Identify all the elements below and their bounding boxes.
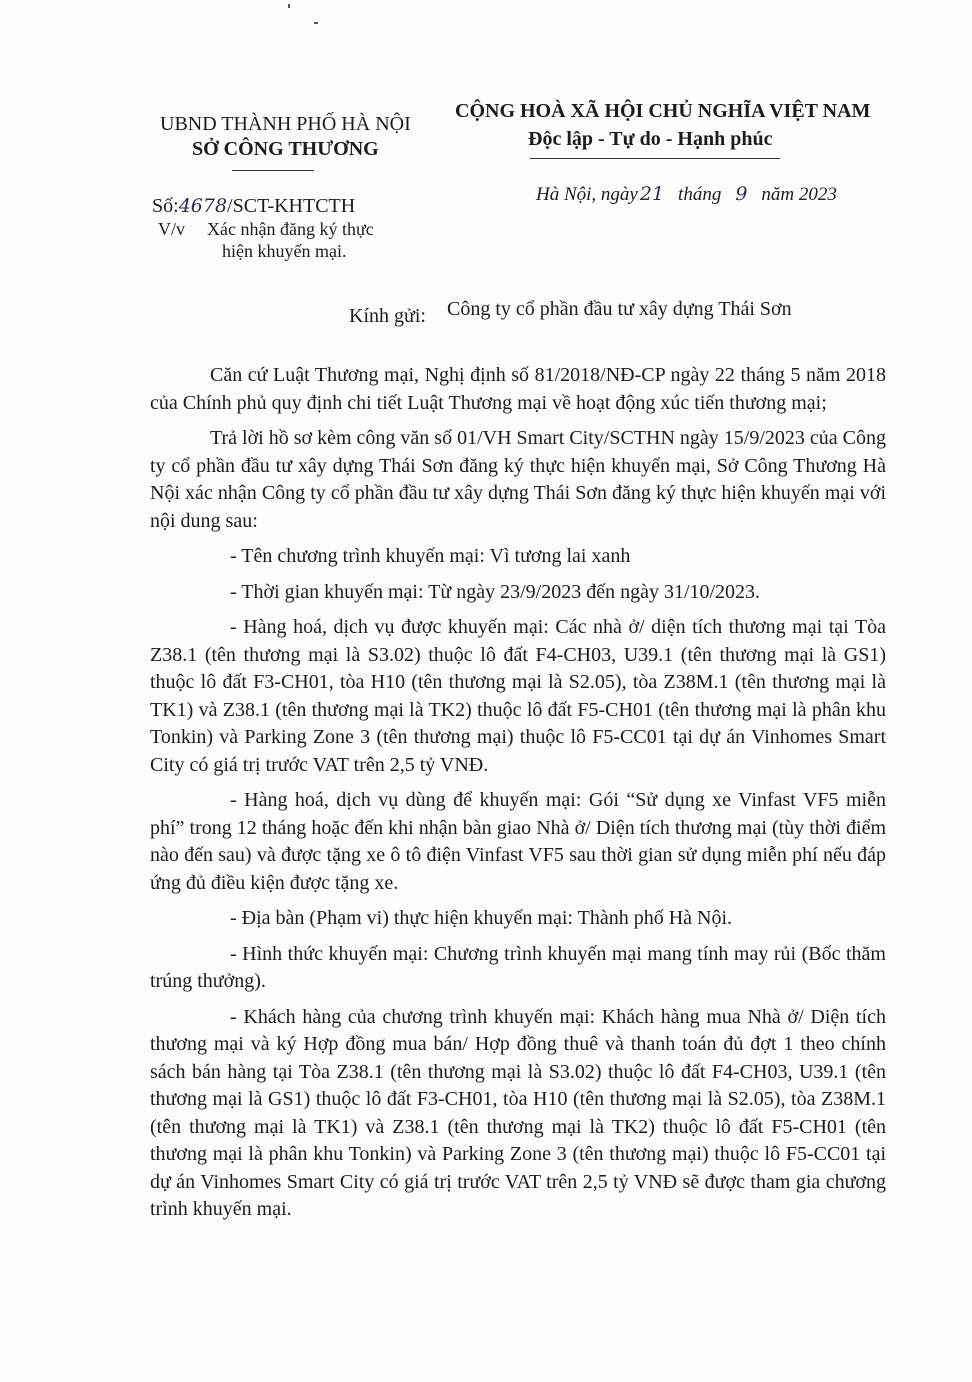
item-promotion-time: - Thời gian khuyến mại: Từ ngày 23/9/2023 đến ngày 31/10/2023. [230, 580, 761, 603]
date-place: Hà Nội, ngày [536, 184, 638, 205]
scan-speck [314, 22, 318, 24]
scan-speck [288, 4, 290, 8]
paragraph-confirmation: Trả lời hồ sơ kèm công văn số 01/VH Smart City/SCTHN ngày 15/9/2023 của Công ty cổ phần đầu tư xây dựng Thái Sơn đăng ký thực hiện khuyến mại, Sở Công Thương Hà Nội xác nhận Công ty cổ phần đầu tư xây dựng Thái Sơn đăng ký thực hiện khuyến mại với nội dung sau: [150, 427, 886, 532]
issuing-authority: UBND THÀNH PHỐ HÀ NỘI [160, 113, 411, 135]
item-promotional-goods: - Hàng hoá, dịch vụ dùng để khuyến mại: Gói “Sử dụng xe Vinfast VF5 miễn phí” trong 12 tháng hoặc đến khi nhận bàn giao Nhà ở/ Diện tích thương mại (tùy thời điểm nào đến sau) và được tặng xe ô tô điện Vinfast VF5 sau thời gian sử dụng miễn phí nếu đáp ứng đủ điều kiện được tặng xe. [150, 789, 886, 894]
item-promoted-goods: - Hàng hoá, dịch vụ được khuyến mại: Các nhà ở/ diện tích thương mại tại Tòa Z38.1 (tên thương mại là S3.02) thuộc lô đất F4-CH03, U39.1 (tên thương mại là GS1) thuộc lô đất F3-CH01, tòa H10 (tên thương mại là S2.05), tòa Z38M.1 (tên thương mại là TK1) và Z38.1 (tên thương mại là TK2) thuộc lô đất F5-CH01 (tên thương mại là phân khu Tonkin) và Parking Zone 3 (tên thương mại) thuộc lô F5-CC01 tại dự án Vinhomes Smart City có giá trị trước VAT trên 2,5 tỷ VNĐ. [150, 616, 886, 776]
date-month-label: tháng [678, 184, 722, 205]
item-promotion-form: - Hình thức khuyến mại: Chương trình khuyến mại mang tính may rủi (Bốc thăm trúng thưởng). [150, 942, 886, 992]
date-year: năm 2023 [761, 184, 837, 205]
number-prefix: Số: [152, 195, 179, 217]
subject-label: V/v [158, 219, 185, 239]
issuing-department: SỞ CÔNG THƯƠNG [192, 138, 379, 160]
number-suffix: /SCT-KHTCTH [227, 195, 356, 217]
date-day-handwritten: 21 [639, 183, 665, 205]
subject-line-1: Xác nhận đăng ký thực [207, 219, 374, 239]
item-eligible-customers: - Khách hàng của chương trình khuyến mại: Khách hàng mua Nhà ở/ Diện tích thương mại và ký Hợp đồng mua bán/ Hợp đồng thuê và thanh toán đủ đợt 1 theo chính sách bán hàng tại Tòa Z38.1 (tên thương mại là S3.02) thuộc lô đất F4-CH03, U39.1 (tên thương mại là GS1) thuộc lô đất F3-CH01, tòa H10 (tên thương mại là S2.05), tòa Z38M.1 (tên thương mại là TK1) và Z38.1 (tên thương mại là TK2) thuộc lô đất F5-CH01 (tên thương mại là phân khu Tonkin) và Parking Zone 3 (tên thương mại) thuộc lô F5-CC01 tại dự án Vinhomes Smart City có giá trị trước VAT trên 2,5 tỷ VNĐ sẽ được tham gia chương trình khuyến mại. [150, 1005, 886, 1220]
motto-underline [530, 158, 780, 159]
paragraph-legal-basis: Căn cứ Luật Thương mại, Nghị định số 81/2018/NĐ-CP ngày 22 tháng 5 năm 2018 của Chính phủ quy định chi tiết Luật Thương mại về hoạt động xúc tiến thương mại; [150, 364, 886, 414]
department-underline [232, 170, 314, 171]
item-promotion-area: - Địa bàn (Phạm vi) thực hiện khuyến mại: Thành phố Hà Nội. [230, 907, 733, 929]
item-program-name: - Tên chương trình khuyến mại: Vì tương lai xanh [230, 545, 631, 567]
recipient-label: Kính gửi: [349, 305, 426, 327]
document-number [152, 195, 355, 218]
number-handwritten: 4678 [178, 195, 228, 217]
recipient-name: Công ty cổ phần đầu tư xây dựng Thái Sơn [447, 298, 792, 320]
national-title: CỘNG HOÀ XÃ HỘI CHỦ NGHĨA VIỆT NAM [455, 100, 871, 122]
letter-body [150, 362, 886, 1232]
date-month-handwritten: 9 [735, 183, 748, 205]
subject-line-2: hiện khuyến mại. [222, 241, 347, 261]
national-motto: Độc lập - Tự do - Hạnh phúc [528, 128, 773, 150]
date-line [536, 183, 837, 206]
